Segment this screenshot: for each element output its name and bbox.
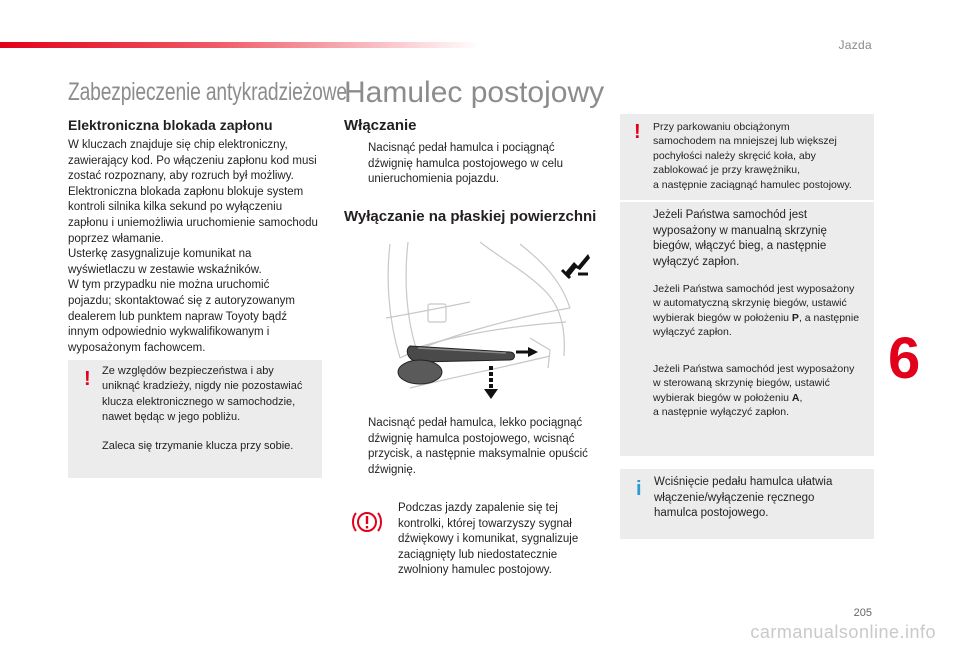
warning-exclamation-icon: ! bbox=[84, 368, 91, 390]
slope-parking-text: Przy parkowaniu obciążonym samochodem na mniejszej lub większej pochyłości należy skręcić koła, aby zablokować je przy krawężniku, a następnie zaciągnąć hamulec postojowy. bbox=[653, 121, 852, 191]
parking-brake-illustration bbox=[380, 238, 598, 404]
left-warning-text: Ze względów bezpieczeństwa i aby uniknąć kradzieży, nigdy nie pozostawiać klucza elektronicznego w samochodzie, nawet będąc w jego pobliżu. bbox=[102, 365, 303, 424]
anti-theft-title: Zabezpieczenie antykradzieżowe bbox=[68, 78, 347, 106]
parking-brake-title: Hamulec postojowy bbox=[344, 76, 605, 109]
controlled-gearbox-text: Jeżeli Państwa samochód jest wyposażony w sterowaną skrzynię biegów, ustawić wybierak biegów w położeniu A, a następnie wyłączyć zapłon. bbox=[653, 363, 855, 419]
release-text: Nacisnąć pedał hamulca, lekko pociągnąć dźwignię hamulca postojowego, wcisnąć przycisk, a następnie maksymalnie opuścić dźwignię. bbox=[368, 417, 588, 476]
engage-heading: Włączanie bbox=[344, 117, 417, 134]
release-heading: Wyłączanie na płaskiej powierzchni bbox=[344, 208, 597, 225]
handbrake-lever bbox=[398, 346, 515, 384]
info-icon: i bbox=[636, 478, 642, 500]
section-title: Jazda bbox=[838, 38, 872, 52]
engage-text: Nacisnąć pedał hamulca i pociągnąć dźwignię hamulca postojowego w celu unieruchomienia pojazdu. bbox=[368, 142, 563, 186]
watermark-link[interactable]: carmanualsonline.info bbox=[750, 622, 936, 642]
page-number: 205 bbox=[853, 607, 872, 619]
manual-gearbox-text: Jeżeli Państwa samochód jest wyposażony w manualną skrzynię biegów, włączyć bieg, a następnie wyłączyć zapłon. bbox=[653, 209, 827, 268]
chapter-number: 6 bbox=[888, 326, 921, 391]
left-warning-advice: Zaleca się trzymanie klucza przy sobie. bbox=[102, 440, 294, 452]
top-accent-bar bbox=[0, 42, 480, 48]
right-warning-box bbox=[620, 114, 874, 456]
warning-exclamation-icon: ! bbox=[634, 121, 641, 143]
left-warning-box bbox=[68, 360, 322, 478]
immobiliser-subtitle: Elektroniczna blokada zapłonu bbox=[68, 117, 273, 133]
automatic-gearbox-text: Jeżeli Państwa samochód jest wyposażony w automatyczną skrzynię biegów, ustawić wybierak biegów w położeniu P, a następnie wyłączyć zapłon. bbox=[653, 283, 860, 339]
box-divider bbox=[620, 200, 874, 202]
immobiliser-body: W kluczach znajduje się chip elektroniczny, zawierający kod. Po włączeniu zapłonu kod musi zostać rozpoznany, aby rozruch był możliwy. Elektroniczna blokada zapłonu blokuje system kontroli silnika kilka sekund po wyłączeniu zapłonu i uniemożliwia uruchomienie samochodu poprzez włamanie. Usterkę zasygnalizuje komunikat na wyświetlaczu w zestawie wskaźników. W tym przypadku nie można uruchomić pojazdu; skontaktować się z autoryzowanym dealerem lub punktem napraw Toyoty bądź innym odpowiednio wykwalifikowanym i wyposażonym fachowcem. bbox=[68, 139, 318, 354]
right-info-box bbox=[620, 469, 874, 539]
hand-lever-icon bbox=[558, 248, 592, 282]
info-text: Wciśnięcie pedału hamulca ułatwia włączenie/wyłączenie ręcznego hamulca postojowego. bbox=[654, 476, 833, 520]
brake-warning-lamp-icon bbox=[352, 508, 382, 536]
brake-alert-text: Podczas jazdy zapalenie się tej kontrolki, której towarzyszy sygnał dźwiękowy i komunikat, sygnalizuje zaciągnięty lub niedostatecznie zwolniony hamulec postojowy. bbox=[398, 502, 579, 577]
